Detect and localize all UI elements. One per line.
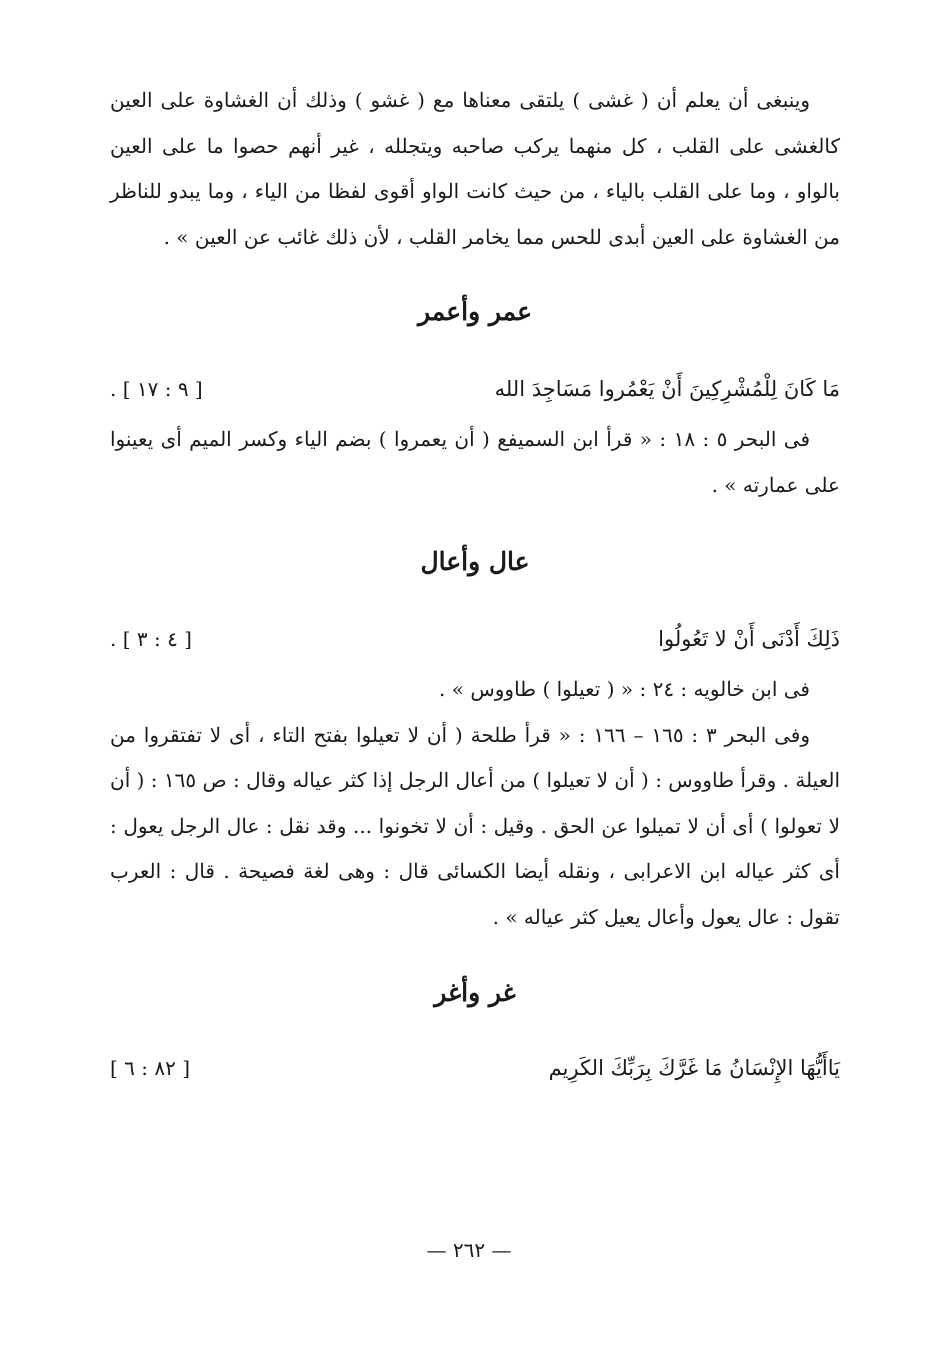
page-body: [110, 78, 840, 1096]
commentary-paragraph: وفى البحر ٣ : ١٦٥ – ١٦٦ : « قرأ طلحة ( أن لا تعيلوا بفتح التاء ، أى لا تفتقروا من العيلة . وقرأ طاووس : ( أن لا تعيلوا ) من أعال الرجل إذا كثر عياله وقال : ص ١٦٥ : ( أن لا تعولوا ) أى أن لا تميلوا عن الحق . وقيل : أن لا تخونوا ... وقد نقل : عال الرجل يعول : أى كثر عياله ابن الاعرابى ، ونقله أيضا الكسائى قال : وهى لغة فصيحة . قال : العرب تقول : عال يعول وأعال يعيل كثر عياله » .: [110, 722, 841, 929]
commentary-paragraph: فى ابن خالويه : ٢٤ : « ( تعيلوا ) طاووس » .: [439, 677, 810, 701]
page-number: — ٢٦٢ —: [426, 1238, 512, 1262]
quran-verse: [110, 1040, 840, 1096]
section-heading: عال وأعال: [420, 547, 530, 576]
verse-reference: [ ٩ : ١٧ ] .: [110, 377, 203, 401]
verse-text: ذَلِكَ أَدْنَى أَنْ لا تَعُولُوا: [658, 627, 840, 651]
verse-text: يَاأَيُّهَا الإِنْسَانُ مَا غَرَّكَ بِرَبِّكَ الكَرِيم: [548, 1056, 840, 1080]
verse-reference: [ ٨٢ : ٦ ]: [110, 1056, 191, 1080]
quran-verse: [110, 361, 840, 417]
verse-text: مَا كَانَ لِلْمُشْرِكِينَ أَنْ يَعْمُروا مَسَاجِدَ الله: [494, 377, 840, 401]
section-heading: غر وأغر: [434, 978, 516, 1007]
verse-reference: [ ٤ : ٣ ] .: [110, 627, 192, 651]
section-heading: عمر وأعمر: [417, 297, 533, 326]
quran-verse: [110, 611, 840, 667]
intro-paragraph: وينبغى أن يعلم أن ( غشى ) يلتقى معناها مع ( غشو ) وذلك أن الغشاوة على العين كالغشى على القلب ، كل منهما يركب صاحبه ويتجلله ، غير أنهم حصوا ما على العين بالواو ، وما على القلب بالياء ، من حيث كانت الواو أقوى لفظا من الياء ، وما يبدو للناظر من الغشاوة على العين أبدى للحس مما يخامر القلب ، لأن ذلك غائب عن العين » .: [110, 88, 840, 249]
commentary-paragraph: فى البحر ٥ : ١٨ : « قرأ ابن السميفع ( أن يعمروا ) بضم الياء وكسر الميم أى يعينوا على عمارته » .: [110, 427, 840, 497]
